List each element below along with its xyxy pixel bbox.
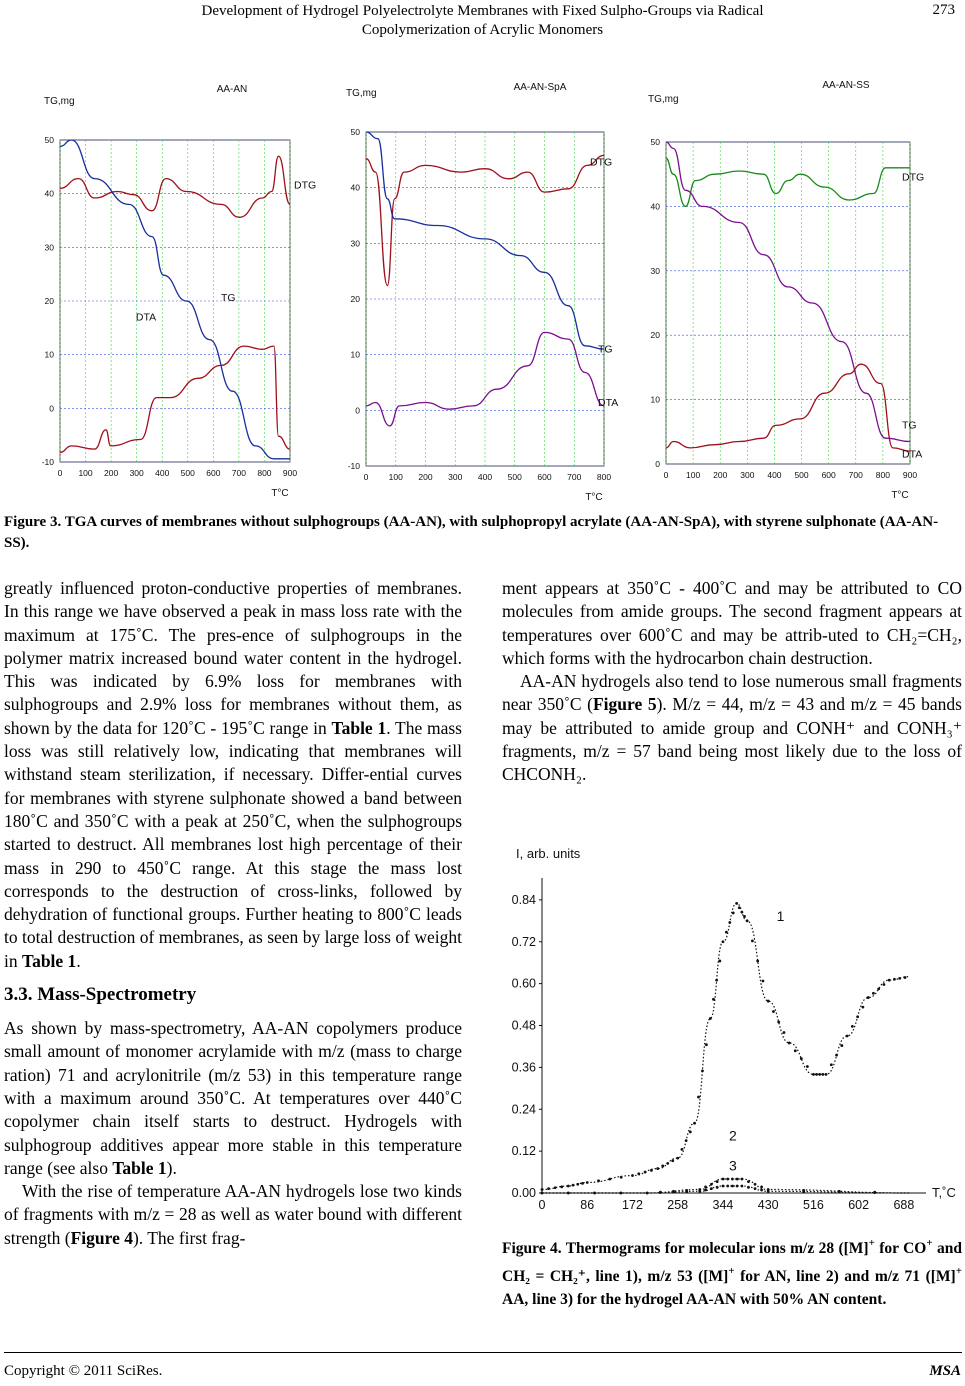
dta-curve — [366, 332, 604, 426]
x-tick-label: 900 — [282, 468, 298, 478]
plot-frame — [666, 142, 910, 464]
line-1-marker — [572, 1184, 575, 1187]
y-tick-label: -10 — [347, 461, 360, 471]
y-tick-label: 10 — [350, 349, 360, 360]
x-tick-label: 800 — [257, 468, 272, 478]
line-1-marker — [815, 1073, 818, 1076]
line-3-marker — [722, 1185, 725, 1188]
line-2-marker — [760, 1185, 763, 1188]
line-1-marker — [806, 1065, 809, 1068]
paragraph: AA-AN hydrogels also tend to lose numerous small fragments near 350˚C (Figure 5). M/z = 44, m/z = 43 and m/z = 45 bands may be attributed to amide group and CONH⁺ and CONH₃⁺ fragments, m/z = 57 band being most likely due to the loss of CHCONH₂. — [502, 671, 962, 785]
figure4-thermogram — [502, 838, 962, 1218]
x-tick-label: 86 — [580, 1198, 595, 1212]
x-axis-label: T°C — [271, 488, 289, 499]
x-tick-label: 0 — [57, 468, 63, 478]
x-axis-label: T°C — [585, 492, 603, 500]
line-1-marker — [715, 979, 718, 982]
line-1-marker — [800, 1057, 803, 1060]
line-1-marker — [705, 1043, 708, 1046]
line-3-marker — [767, 1190, 770, 1193]
y-tick-label: 40 — [350, 182, 360, 193]
line-3-marker — [567, 1192, 570, 1195]
line-1-marker — [576, 1183, 579, 1186]
footer-divider — [4, 1352, 962, 1353]
y-tick-label: 50 — [350, 127, 360, 137]
line-3-marker — [736, 1185, 739, 1188]
tga-panel-aa-an-ss — [648, 80, 924, 500]
y-tick-label: 40 — [650, 201, 660, 212]
line-1-marker — [728, 921, 731, 924]
line-3-marker — [541, 1192, 544, 1195]
panel-title: AA-AN-SS — [822, 80, 870, 91]
paragraph: With the rise of temperature AA-AN hydrogels lose two kinds of fragments with m/z = 28 as well as water bound with different strength (Figure 4). The first frag- — [4, 1181, 462, 1248]
line-1-marker — [541, 1188, 544, 1191]
panel-title: AA-AN — [216, 84, 248, 95]
y-tick-label: 50 — [44, 135, 54, 145]
right-column — [502, 577, 962, 787]
y-tick-label: -10 — [41, 457, 54, 467]
x-tick-label: 600 — [821, 470, 836, 480]
x-tick-label: 400 — [477, 472, 493, 482]
line-3-marker — [731, 1185, 734, 1188]
tga-panel-aa-an-spa — [346, 82, 618, 500]
line-3-marker — [716, 1186, 719, 1189]
line-1-marker — [685, 1139, 688, 1142]
y-axis-label: TG,mg — [44, 96, 75, 107]
figure4-caption: Figure 4. Thermograms for molecular ions m/z 28 ([M]+ for CO+ and CH₂ = CH₂⁺, line 1), m/z 53 ([M]+ for AN, line 2) and m/z 71 ([M]+ AA, line 3) for the hydrogel AA-AN with 50% AN content. — [502, 1237, 962, 1308]
line-1-marker — [689, 1131, 692, 1134]
y-tick-label: 30 — [350, 238, 360, 249]
y-tick-label: 0.24 — [511, 1102, 536, 1117]
line-1-marker — [650, 1169, 653, 1172]
x-tick-label: 200 — [418, 472, 433, 482]
line-1-marker — [554, 1186, 557, 1189]
y-tick-label: 0.36 — [511, 1060, 536, 1075]
plot-frame — [366, 132, 604, 466]
y-tick-label: 20 — [650, 330, 660, 341]
line-1-marker — [586, 1181, 589, 1184]
line-1-marker — [812, 1073, 815, 1076]
line-1-marker — [746, 919, 749, 922]
line-1-marker — [620, 1176, 623, 1179]
x-tick-label: 258 — [667, 1198, 689, 1212]
line-1-marker — [718, 960, 721, 963]
x-tick-label: 100 — [388, 472, 403, 482]
paragraph: ment appears at 350˚C - 400˚C and may be attributed to CO molecules from amide groups. The second fragment appears at temperatures over 600˚C and may be attrib-uted to CH₂=CH₂, which forms with the hydrocarbon chain destruction. — [502, 578, 962, 668]
curve-label-dtg: DTG — [902, 171, 925, 184]
line-2-marker — [704, 1185, 707, 1188]
line-1-marker — [751, 939, 754, 942]
x-tick-label: 0 — [538, 1198, 546, 1212]
curve-label-tg: TG — [902, 419, 917, 432]
line-1-marker — [738, 906, 741, 909]
line-3-marker — [838, 1191, 841, 1194]
tga-panel-aa-an — [42, 84, 316, 499]
line-1-marker — [877, 987, 880, 990]
x-tick-label: 700 — [567, 472, 582, 482]
line-1-marker — [560, 1185, 563, 1188]
curve-label-dta: DTA — [598, 396, 619, 409]
line-label-3: 3 — [728, 1157, 737, 1174]
x-tick-label: 200 — [713, 470, 728, 480]
y-axis-label: TG,mg — [648, 94, 679, 105]
y-tick-label: 0 — [655, 459, 660, 469]
line-1-marker — [835, 1054, 838, 1057]
curve-label-dta: DTA — [135, 311, 157, 324]
line-1-marker — [883, 983, 886, 986]
line-3-marker — [672, 1191, 675, 1194]
tg-curve — [666, 142, 910, 442]
curve-label-dta: DTA — [902, 448, 923, 461]
line-1-marker — [830, 1063, 833, 1066]
line-1-marker — [581, 1182, 584, 1185]
line-3-marker — [740, 1185, 743, 1188]
y-tick-label: 40 — [44, 188, 54, 199]
x-tick-label: 100 — [78, 468, 93, 478]
x-tick-label: 700 — [231, 468, 246, 478]
x-tick-label: 300 — [740, 470, 755, 480]
line-1-marker — [777, 1021, 780, 1024]
line-1-marker — [867, 996, 870, 999]
tg-curve — [60, 140, 290, 459]
x-tick-label: 300 — [129, 468, 144, 478]
x-tick-label: 602 — [848, 1198, 870, 1212]
dtg-curve — [60, 156, 290, 217]
line-2-marker — [736, 1178, 739, 1181]
header-title-line1: Development of Hydrogel Polyelectrolyte Membranes with Fixed Sulpho-Groups via Radical — [201, 3, 764, 19]
line-1-marker — [732, 912, 735, 915]
line-3-marker — [646, 1192, 649, 1195]
line-2-marker — [754, 1183, 757, 1186]
line-1-marker — [818, 1073, 821, 1076]
x-tick-label: 400 — [155, 468, 170, 478]
line-1-marker — [712, 998, 715, 1001]
x-tick-label: 516 — [803, 1198, 824, 1212]
y-tick-label: 20 — [44, 296, 54, 306]
line-1-marker — [631, 1174, 634, 1177]
x-tick-label: 100 — [686, 470, 701, 480]
x-tick-label: 800 — [596, 472, 612, 482]
x-axis-label: T,˚C — [932, 1185, 956, 1200]
curve-label-tg: TG — [598, 343, 613, 356]
left-column — [4, 577, 462, 1250]
y-tick-label: 0.00 — [511, 1186, 536, 1200]
y-tick-label: 0.12 — [511, 1144, 536, 1159]
line-1-marker — [762, 980, 765, 983]
line-1-marker — [725, 931, 728, 934]
line-3-marker — [710, 1187, 713, 1190]
line-1-marker — [788, 1042, 791, 1045]
y-tick-label: 30 — [44, 242, 54, 253]
line-3-marker — [873, 1191, 876, 1194]
x-tick-label: 500 — [180, 468, 195, 478]
page-number: 273 — [932, 2, 955, 18]
line-1-marker — [597, 1179, 600, 1182]
line-1-marker — [661, 1165, 664, 1168]
paragraph: As shown by mass-spectrometry, AA-AN copolymers produce small amount of monomer acrylamide with m/z (mass to charge ration) 71 and acrylonitrile (m/z 53) in this temperature range with a maximum around 350˚C. At temperatures over 440˚C copolymer chain itself starts to destruct. Hydrogels with sulphogroup additives appear more stable in this temperature range (see also Table 1). — [4, 1018, 462, 1178]
line-3-marker — [760, 1189, 763, 1192]
y-axis-label: TG,mg — [346, 88, 377, 99]
curve-label-dtg: DTG — [294, 179, 317, 192]
curve-label-tg: TG — [221, 292, 236, 304]
x-tick-label: 172 — [622, 1198, 643, 1212]
x-tick-label: 500 — [794, 470, 809, 480]
line-2-marker — [731, 1178, 734, 1181]
panel-title: AA-AN-SpA — [513, 82, 567, 93]
line-1-marker — [697, 1096, 700, 1099]
line-1-marker — [756, 960, 759, 963]
line-1-marker — [888, 979, 891, 982]
x-tick-label: 344 — [712, 1198, 734, 1212]
y-tick-label: 10 — [44, 349, 54, 360]
x-tick-label: 600 — [537, 472, 552, 482]
line-1-marker — [767, 1000, 770, 1003]
y-tick-label: 0.72 — [511, 934, 536, 949]
header-title-line2: Copolymerization of Acrylic Monomers — [361, 22, 604, 38]
line-2-marker — [747, 1180, 750, 1183]
line-3-marker — [726, 1185, 729, 1188]
x-tick-label: 200 — [104, 468, 119, 478]
line-1-marker — [608, 1178, 611, 1181]
y-axis-label: I, arb. units — [516, 846, 581, 861]
line-3-marker — [754, 1187, 757, 1190]
line-1-marker — [898, 977, 901, 980]
line-1-marker — [904, 976, 907, 979]
x-tick-label: 500 — [507, 472, 522, 482]
line-1-marker — [772, 1010, 775, 1013]
line-1-marker — [701, 1069, 704, 1072]
line-1-marker — [851, 1025, 854, 1028]
running-header — [0, 2, 965, 40]
line-1-marker — [671, 1159, 674, 1162]
x-tick-label: 688 — [893, 1198, 915, 1212]
line-1-marker — [740, 911, 743, 914]
y-tick-label: 0.48 — [511, 1018, 536, 1033]
line-3-marker — [802, 1190, 805, 1193]
line-1-marker — [681, 1148, 684, 1151]
footer-journal: MSA — [929, 1363, 961, 1379]
x-axis-label: T°C — [891, 490, 909, 500]
y-tick-label: 0 — [49, 403, 54, 414]
x-tick-label: 400 — [767, 470, 782, 480]
y-tick-label: 50 — [650, 137, 660, 147]
x-tick-label: 600 — [206, 468, 221, 478]
line-1-marker — [861, 1006, 864, 1009]
line-1-marker — [644, 1171, 647, 1174]
line-1-marker — [656, 1167, 659, 1170]
line-1-marker — [846, 1035, 849, 1038]
line-1-marker — [676, 1157, 679, 1160]
line-1-marker — [893, 978, 896, 981]
line-3-marker — [593, 1192, 596, 1195]
dtg-curve — [666, 158, 910, 206]
figure4-plot — [512, 846, 956, 1212]
line-3-marker — [698, 1190, 701, 1193]
line-2-marker — [722, 1178, 725, 1181]
line-2-marker — [726, 1178, 729, 1181]
x-tick-label: 430 — [757, 1198, 779, 1212]
line-1-marker — [735, 902, 738, 905]
figure3-caption: Figure 3. TGA curves of membranes without sulphogroups (AA-AN), with sulphopropyl acrylate (AA-AN-SpA), with styrene sulphonate (AA-AN-SS). — [4, 514, 939, 551]
footer-copyright: Copyright © 2011 SciRes. — [4, 1363, 163, 1379]
line-1-marker — [743, 915, 746, 918]
line-label-2: 2 — [728, 1127, 737, 1144]
line-3-marker — [704, 1189, 707, 1192]
plot-frame — [60, 140, 290, 462]
x-tick-label: 0 — [663, 470, 669, 480]
line-3-marker — [620, 1192, 623, 1195]
line-1-marker — [872, 992, 875, 995]
y-tick-label: 0.60 — [511, 976, 536, 991]
y-tick-label: 0 — [355, 405, 360, 416]
line-1-curve — [542, 903, 910, 1189]
line-1-marker — [794, 1049, 797, 1052]
line-1-marker — [825, 1073, 828, 1076]
x-tick-label: 800 — [875, 470, 890, 480]
x-tick-label: 900 — [902, 470, 918, 480]
x-tick-label: 700 — [848, 470, 863, 480]
line-label-1: 1 — [776, 907, 785, 924]
section-title: 3.3. Mass-Spectrometry — [4, 984, 197, 1006]
line-2-marker — [740, 1178, 743, 1181]
line-1-marker — [783, 1031, 786, 1034]
line-3-marker — [747, 1186, 750, 1189]
line-1-marker — [693, 1122, 696, 1125]
line-1-marker — [709, 1017, 712, 1020]
line-3-marker — [659, 1191, 662, 1194]
line-1-marker — [722, 940, 725, 943]
line-1-marker — [547, 1187, 550, 1190]
line-1-marker — [840, 1044, 843, 1047]
figure3 — [0, 60, 965, 500]
y-tick-label: 30 — [650, 265, 660, 276]
x-tick-label: 300 — [448, 472, 463, 482]
line-1-marker — [567, 1185, 570, 1188]
y-tick-label: 10 — [650, 394, 660, 405]
line-2-marker — [716, 1180, 719, 1183]
line-2-marker — [710, 1183, 713, 1186]
y-tick-label: 20 — [350, 294, 360, 304]
x-tick-label: 0 — [363, 472, 369, 482]
line-1-marker — [637, 1172, 640, 1175]
paragraph: greatly influenced proton-conductive properties of membranes. In this range we have observed a peak in mass loss rate with the maximum at 175˚C. The pres-ence of sulphogroups in the polymer matrix increased bound water content in the hydrogel. This was indicated by 6.9% loss for membranes with sulphogroups and 2.9% loss for membranes without them, as shown by the data for 120˚C - 195˚C range in Table 1. The mass loss was still relatively low, indicating that membranes will withstand steam sterilization, if necessary. Differ-ential curves for membranes with styrene sulphonate showed a band between 180˚C and 350˚C with a peak at 250˚C, when the sulphogroups started to destruct. All membranes lost high percentage of their mass in 290 to 450˚C range. At this stage the mass lost corresponds to the destruction of cross-links, followed by dehydration of functional groups. Further heating to 800˚C leads to total destruction of membranes, as seen by large loss of weight in Table 1. — [4, 578, 462, 971]
line-1-marker — [821, 1073, 824, 1076]
line-3-marker — [685, 1190, 688, 1193]
y-tick-label: 0.84 — [511, 892, 536, 907]
line-1-marker — [856, 1015, 859, 1018]
curve-label-dtg: DTG — [590, 156, 613, 169]
dta-curve — [60, 346, 290, 452]
line-1-marker — [666, 1162, 669, 1165]
